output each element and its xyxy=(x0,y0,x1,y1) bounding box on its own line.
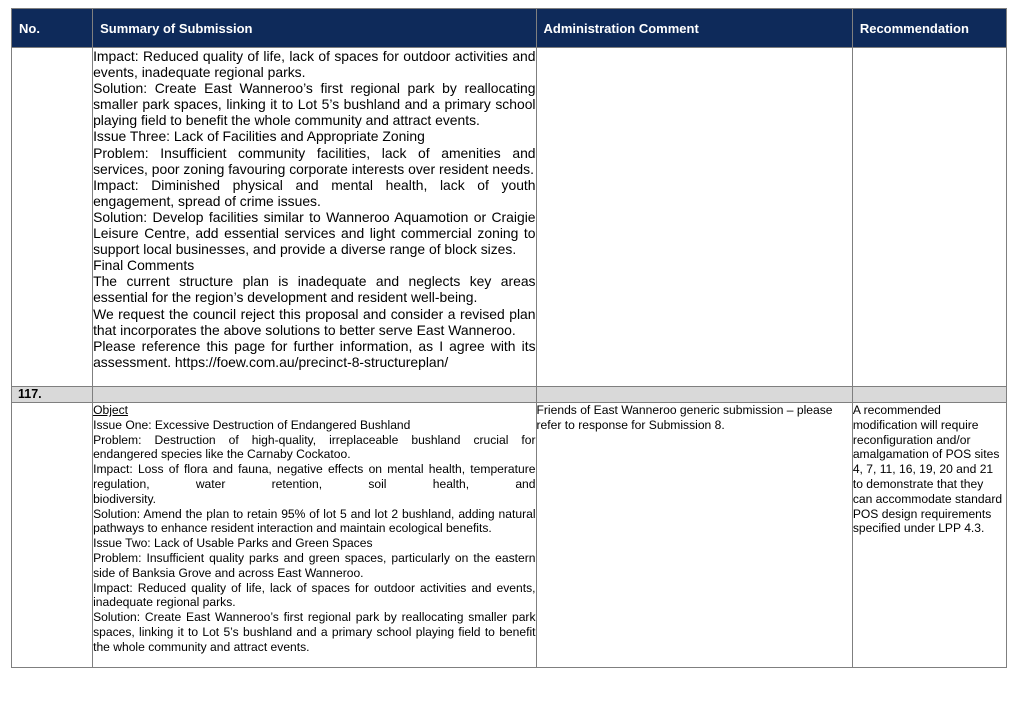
cell-comment-empty xyxy=(536,48,852,387)
summary-paragraph: Issue Two: Lack of Usable Parks and Green Spaces xyxy=(93,536,373,551)
cell-no-empty xyxy=(12,403,93,668)
summary-paragraph: The current structure plan is inadequate and neglects key areas essential for the region’s development and resident well-being. xyxy=(93,273,536,306)
summary-paragraph: Impact: Reduced quality of life, lack of spaces for outdoor activities and events, inadequate regional parks. xyxy=(93,580,536,610)
submissions-table xyxy=(11,8,1007,668)
header-recommendation: Recommendation xyxy=(852,9,1006,48)
submission-number-row xyxy=(12,387,1007,403)
header-administration-comment: Administration Comment xyxy=(536,9,852,48)
number-row-cell xyxy=(93,387,536,403)
submission-number: 117. xyxy=(12,387,93,403)
recommendation-117: A recommended modification will require reconfiguration and/or amalgamation of POS sites 4, 7, 11, 16, 19, 20 and 21 to demonstrate that they can accommodate standard POS design requirements specified under LPP 4.3. xyxy=(852,403,1006,668)
summary-paragraph: Impact: Reduced quality of life, lack of spaces for outdoor activities and events, inadequate regional parks. xyxy=(93,48,536,81)
number-row-cell xyxy=(852,387,1006,403)
summary-paragraph: biodiversity. xyxy=(93,491,157,506)
summary-paragraph: Solution: Develop facilities similar to Wanneroo Aquamotion or Craigie Leisure Centre, add essential services and light commercial zoning to support local businesses, and provide a diverse range of block sizes. xyxy=(93,208,536,258)
summary-paragraph: Solution: Amend the plan to retain 95% of lot 5 and lot 2 bushland, adding natural pathways to enhance resident interaction and maintain ecological benefits. xyxy=(93,506,536,536)
table-row-continued xyxy=(12,48,1007,387)
summary-paragraph: Final Comments xyxy=(93,257,195,274)
cell-no-empty xyxy=(12,48,93,387)
table-row-submission-117 xyxy=(12,403,1007,668)
summary-paragraph: Please reference this page for further information, as I agree with its assessment. https://foew.com.au/precinct-8-structureplan/ xyxy=(93,337,536,370)
summary-paragraph: Issue Three: Lack of Facilities and Appropriate Zoning xyxy=(93,128,425,145)
summary-paragraph: Problem: Insufficient quality parks and green spaces, particularly on the eastern side of Banksia Grove and across East Wanneroo. xyxy=(93,550,536,580)
summary-paragraph: Problem: Insufficient community facilities, lack of amenities and services, poor zoning favouring corporate interests over resident needs. xyxy=(93,144,536,177)
administration-comment-117: Friends of East Wanneroo generic submission – please refer to response for Submission 8. xyxy=(536,403,852,668)
header-summary: Summary of Submission xyxy=(93,9,536,48)
cell-recommendation-empty xyxy=(852,48,1006,387)
summary-paragraph: Solution: Create East Wanneroo’s first regional park by reallocating smaller park spaces, linking it to Lot 5’s bushland and a primary school playing field to benefit the whole community and attract events. xyxy=(93,610,536,654)
summary-paragraph: Solution: Create East Wanneroo’s first regional park by reallocating smaller park spaces, linking it to Lot 5’s bushland and a primary school playing field to benefit the whole community and attract events. xyxy=(93,80,536,129)
cell-summary-continued xyxy=(93,48,536,387)
summary-paragraph: Impact: Loss of flora and fauna, negative effects on mental health, temperature regulation, water retention, soil health, and xyxy=(93,462,536,491)
cell-summary-117 xyxy=(93,403,536,668)
summary-paragraph: We request the council reject this proposal and consider a revised plan that incorporates the above solutions to better serve East Wanneroo. xyxy=(93,305,536,338)
summary-paragraph: Impact: Diminished physical and mental health, lack of youth engagement, spread of crime issues. xyxy=(93,176,536,209)
summary-paragraph: Problem: Destruction of high-quality, irreplaceable bushland crucial for endangered species like the Carnaby Cockatoo. xyxy=(93,432,536,462)
object-label: Object xyxy=(93,403,129,417)
header-no: No. xyxy=(12,9,93,48)
table-header-row xyxy=(12,9,1007,48)
number-row-cell xyxy=(536,387,852,403)
summary-paragraph: Issue One: Excessive Destruction of Endangered Bushland xyxy=(93,417,411,432)
